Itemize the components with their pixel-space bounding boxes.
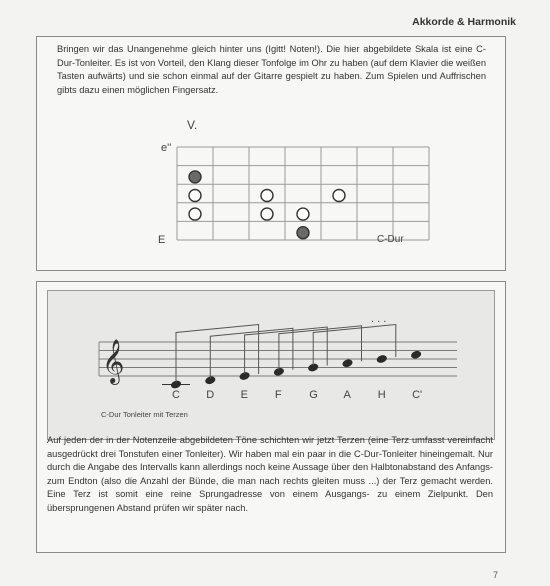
root-note-dot — [189, 171, 201, 183]
scale-note-dot — [189, 190, 201, 202]
page-number: 7 — [492, 570, 498, 580]
scale-note-dot — [261, 208, 273, 220]
scale-note — [341, 358, 353, 368]
top-string-label: e'' — [161, 142, 172, 154]
scale-note-dot — [261, 190, 273, 202]
note-name-label: C' — [412, 389, 423, 401]
note-name-label: F — [274, 389, 282, 401]
note-name-label: D — [206, 389, 215, 401]
scale-note — [376, 354, 388, 364]
staff-diagram — [37, 282, 505, 442]
scale-label: C-Dur — [377, 234, 404, 245]
note-name-label: E — [240, 389, 248, 401]
fretboard-diagram — [37, 37, 505, 270]
note-name-label: G — [309, 389, 318, 401]
section-title: Akkorde & Harmonik — [412, 16, 516, 28]
note-name-label: H — [377, 389, 386, 401]
scale-note-dot — [297, 208, 309, 220]
fingering-box — [36, 36, 506, 271]
staff-caption: C-Dur Tonleiter mit Terzen — [101, 410, 188, 419]
staff — [99, 325, 457, 402]
note-name-label: A — [343, 389, 351, 401]
treble-clef-icon: 𝄞 — [102, 339, 125, 383]
note-name-label: C — [172, 389, 180, 401]
thirds-paragraph: Auf jeden der in der Notenzeile abgebildeten Töne schichten wir jetzt Terzen (eine Terz umfasst vereinfacht ausgedrückt drei Tonstufen einer Tonleiter). Wir haben mal ein paar in die C-Dur-Tonleiter hineingemalt. Nur durch die Angabe des Intervalls kann allerdings noch keine Aussage über den Halbtonabstand des Anfangs- zum Endton (also die Anzahl der Bünde, die man nach rechts gleiten muss ...) der Terz gemacht werden. Eine Terz ist somit eine reine Sprungadresse von einem Ausgangs- zu einem Zielpunkt. Den übersprungenen Abstand prüfen wir später nach. — [47, 435, 493, 513]
bottom-string-label: E — [158, 234, 166, 246]
scale-note — [410, 350, 422, 360]
thirds-box — [36, 281, 506, 553]
root-note-dot — [297, 227, 309, 239]
position-label: V. — [187, 118, 198, 132]
scale-note-dot — [333, 190, 345, 202]
continuation-dots: . . . — [371, 313, 387, 325]
scale-note-dot — [189, 208, 201, 220]
intro-paragraph: Bringen wir das Unangenehme gleich hinter uns (Igitt! Noten!). Die hier abgebildete Skala ist eine C-Dur-Tonleiter. Es ist von Vorteil, den Klang dieser Tonfolge im Ohr zu haben (auf dem Klavier die weißen Tasten aufwärts) und sie schon einmal auf der Gitarre gespielt zu haben. Zum Spielen und Auffrischen gibts dazu einen möglichen Fingersatz. — [57, 44, 486, 95]
fretboard-grid — [177, 147, 429, 240]
